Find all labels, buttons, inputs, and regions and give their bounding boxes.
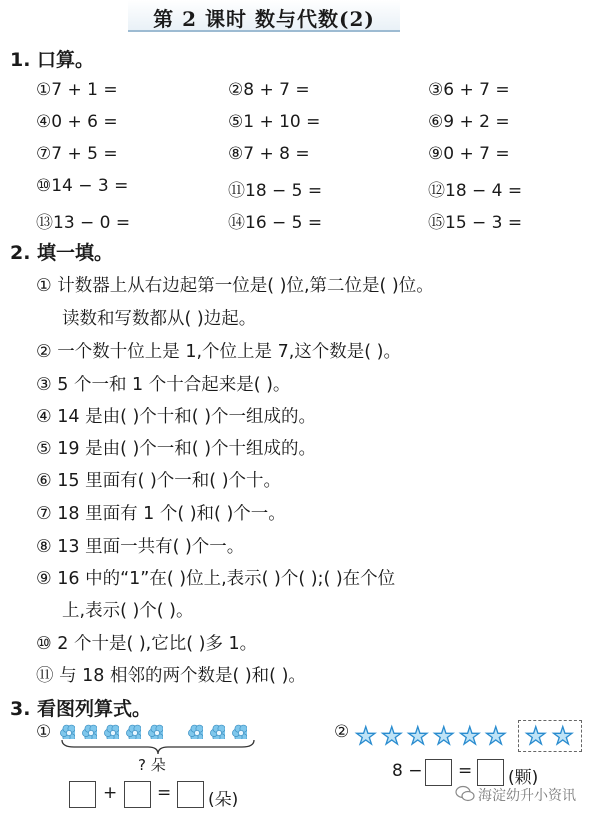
expr-prefix: 8 − xyxy=(392,761,423,781)
unit-label: (颗) xyxy=(508,768,539,788)
mental-math-item: ⑫18 − 4 = xyxy=(428,181,523,201)
fill-line: ③ 5 个一和 1 个十合起来是( )。 xyxy=(36,375,291,395)
flower-icon xyxy=(232,724,247,739)
fill-line: ① 计数器上从右边起第一位是( )位,第二位是( )位。 xyxy=(36,276,434,296)
section2-heading: 2. 填一填。 xyxy=(10,242,114,264)
mental-math-item: ⑭16 − 5 = xyxy=(228,213,323,233)
fill-line: ⑥ 15 里面有( )个一和( )个十。 xyxy=(36,471,282,491)
star-icon: ★ xyxy=(459,722,481,750)
answer-box[interactable] xyxy=(177,781,204,808)
watermark-text: 海淀幼升小资讯 xyxy=(478,788,576,804)
flower-icon xyxy=(188,724,203,739)
fill-line: ⑪ 与 18 相邻的两个数是( )和( )。 xyxy=(36,666,306,686)
fill-line: ⑩ 2 个十是( ),它比( )多 1。 xyxy=(36,634,258,654)
star-icon: ★ xyxy=(407,722,429,750)
section3-heading: 3. 看图列算式。 xyxy=(10,698,152,720)
unit-label: (朵) xyxy=(208,790,239,810)
mental-math-item: ⑤1 + 10 = xyxy=(228,112,321,132)
lesson-title-bar xyxy=(128,0,400,30)
dashed-box xyxy=(518,720,582,752)
flower-icon xyxy=(60,724,75,739)
fill-line: 上,表示( )个( )。 xyxy=(62,601,194,621)
flower-icon xyxy=(82,724,97,739)
fill-line: ④ 14 是由( )个十和( )个一组成的。 xyxy=(36,407,317,427)
star-icon: ★ xyxy=(381,722,403,750)
flower-icon xyxy=(126,724,141,739)
answer-box[interactable] xyxy=(124,781,151,808)
mental-math-item: ⑧7 + 8 = xyxy=(228,144,310,164)
lesson-title: 第 2 课时 数与代数(2) xyxy=(153,7,375,31)
equals-sign: = xyxy=(157,783,172,803)
star-icon: ★ xyxy=(552,722,574,750)
star-icon: ★ xyxy=(433,722,455,750)
answer-box[interactable] xyxy=(477,759,504,786)
mental-math-item: ③6 + 7 = xyxy=(428,80,510,100)
fill-line: ② 一个数十位上是 1,个位上是 7,这个数是( )。 xyxy=(36,342,401,362)
brace-label: ? 朵 xyxy=(138,756,166,774)
fill-line: ⑨ 16 中的“1”在( )位上,表示( )个( );( )在个位 xyxy=(36,569,396,589)
problem1-number: ① xyxy=(36,722,52,742)
mental-math-item: ⑬13 − 0 = xyxy=(36,213,131,233)
fill-line: 读数和写数都从( )边起。 xyxy=(62,309,257,329)
flower-icon xyxy=(148,724,163,739)
fill-line: ⑦ 18 里面有 1 个( )和( )个一。 xyxy=(36,504,286,524)
star-icon: ★ xyxy=(525,722,547,750)
fill-line: ⑧ 13 里面一共有( )个一。 xyxy=(36,537,245,557)
mental-math-item: ⑪18 − 5 = xyxy=(228,181,323,201)
mental-math-item: ⑩14 − 3 = xyxy=(36,176,129,196)
mental-math-item: ⑨0 + 7 = xyxy=(428,144,510,164)
mental-math-item: ⑥9 + 2 = xyxy=(428,112,510,132)
wechat-icon xyxy=(455,785,475,802)
mental-math-item: ④0 + 6 = xyxy=(36,112,118,132)
section1-heading: 1. 口算。 xyxy=(10,49,95,71)
answer-box[interactable] xyxy=(425,759,452,786)
flower-icon xyxy=(210,724,225,739)
fill-line: ⑤ 19 是由( )个一和( )个十组成的。 xyxy=(36,439,317,459)
equals-sign: = xyxy=(458,761,473,781)
mental-math-item: ②8 + 7 = xyxy=(228,80,310,100)
problem2-number: ② xyxy=(334,722,350,742)
mental-math-item: ⑮15 − 3 = xyxy=(428,213,523,233)
mental-math-item: ①7 + 1 = xyxy=(36,80,118,100)
flower-icon xyxy=(104,724,119,739)
answer-box[interactable] xyxy=(69,781,96,808)
star-icon: ★ xyxy=(485,722,507,750)
star-icon: ★ xyxy=(355,722,377,750)
mental-math-item: ⑦7 + 5 = xyxy=(36,144,118,164)
plus-sign: + xyxy=(103,783,118,803)
